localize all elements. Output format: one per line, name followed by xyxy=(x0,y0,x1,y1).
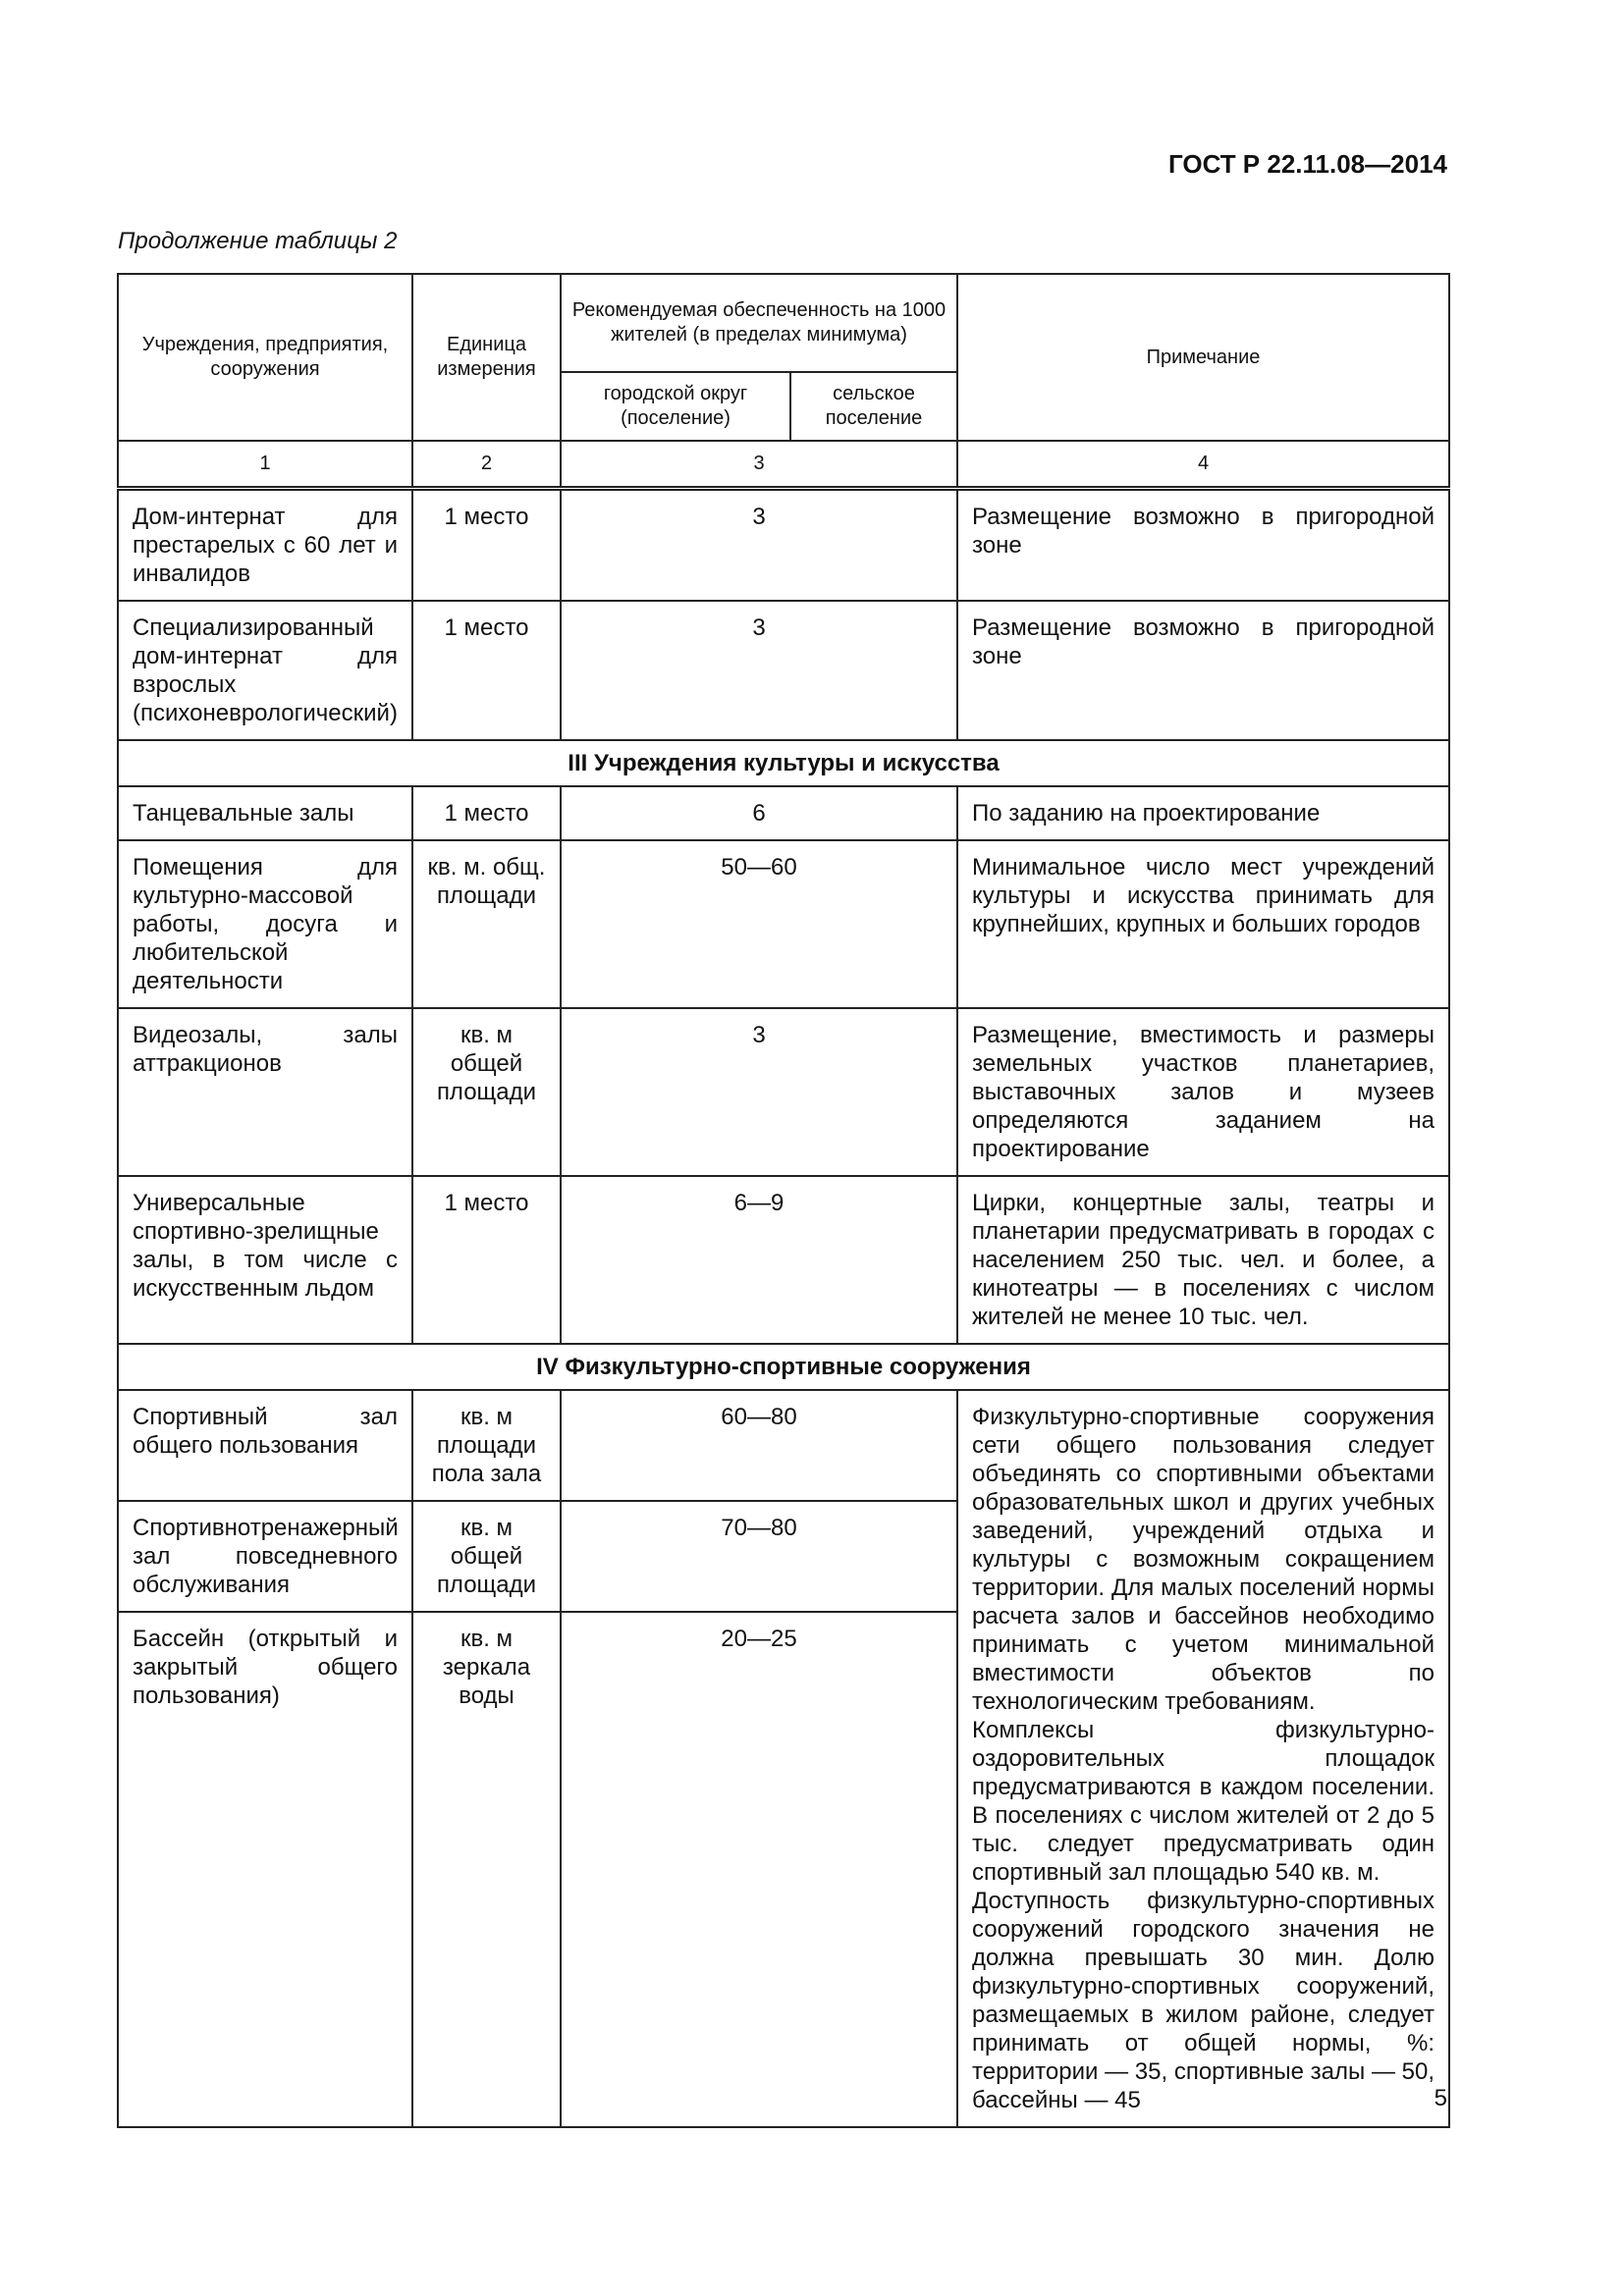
institution-name: Бассейн (открытый и закрытый общего пользования) xyxy=(118,1612,412,2127)
note-cell: Минимальное число мест учреждений культуры и искусства принимать для крупнейших, крупных и больших городов xyxy=(957,840,1449,1008)
table-continuation-caption: Продолжение таблицы 2 xyxy=(118,228,398,254)
header-institutions: Учреждения, предприятия, сооружения xyxy=(118,274,412,441)
unit-cell: 1 место xyxy=(412,786,561,840)
column-number: 4 xyxy=(957,441,1449,489)
unit-cell: кв. м площади пола зала xyxy=(412,1390,561,1501)
note-paragraph: Доступность физкультурно-спортивных сооружений городского значения не должна превышать 30 мин. Долю физкультурно-спортивных сооружений, размещаемых в жилом районе, следует принимать от общей нормы, %: территории — 35, спортивные залы — 50, бассейны — 45 xyxy=(972,1888,1435,2113)
table-row xyxy=(118,1390,1449,1501)
header-unit: Единица измерения xyxy=(412,274,561,441)
standards-table xyxy=(117,273,1450,2128)
note-cell: Размещение, вместимость и размеры земельных участков планетариев, выставочных залов и музеев определяются заданием на проектирование xyxy=(957,1008,1449,1176)
value-cell: 6 xyxy=(561,786,957,840)
document-code: ГОСТ Р 22.11.08—2014 xyxy=(1167,149,1447,179)
note-cell: Размещение возможно в пригородной зоне xyxy=(957,601,1449,740)
value-cell: 60—80 xyxy=(561,1390,957,1501)
column-number: 2 xyxy=(412,441,561,489)
value-cell: 50—60 xyxy=(561,840,957,1008)
institution-name: Специализированный дом-интернат для взрослых (психоневрологический) xyxy=(118,601,412,740)
value-cell: 3 xyxy=(561,489,957,602)
section-heading-row xyxy=(118,740,1449,786)
unit-cell: кв. м общей площади xyxy=(412,1008,561,1176)
institution-name: Спортивный зал общего пользования xyxy=(118,1390,412,1501)
column-numbers-row xyxy=(118,441,1449,489)
section-title: III Учреждения культуры и искусства xyxy=(118,740,1449,786)
value-cell: 20—25 xyxy=(561,1612,957,2127)
note-cell-sports xyxy=(957,1390,1449,2127)
note-paragraph: Физкультурно-спортивные сооружения сети общего пользования следует объединять со спортивными объектами образовательных школ и других учебных заведений, учреждений отдыха и культуры с возможным сокращением территории. Для малых поселений нормы расчета залов и бассейнов необходимо принимать с учетом минимальной вместимости объектов по технологическим требованиям. xyxy=(972,1404,1435,1715)
unit-cell: кв. м общей площади xyxy=(412,1501,561,1612)
unit-cell: 1 место xyxy=(412,601,561,740)
unit-cell: кв. м. общ. площади xyxy=(412,840,561,1008)
institution-name: Дом-интернат для престарелых с 60 лет и инвалидов xyxy=(118,489,412,602)
note-cell: По заданию на проектирование xyxy=(957,786,1449,840)
institution-name: Помещения для культурно-массовой работы, досуга и любительской деятельности xyxy=(118,840,412,1008)
page-number: 5 xyxy=(1434,2085,1447,2111)
table-row xyxy=(118,786,1449,840)
table-row xyxy=(118,1176,1449,1344)
note-paragraph: Комплексы физкультурно-оздоровительных площадок предусматриваются в каждом поселении. В поселениях с числом жителей от 2 до 5 тыс. следует предусматривать один спортивный зал площадью 540 кв. м. xyxy=(972,1717,1435,1886)
value-cell: 3 xyxy=(561,1008,957,1176)
section-heading-row xyxy=(118,1344,1449,1390)
table-row xyxy=(118,840,1449,1008)
unit-cell: кв. м зеркала воды xyxy=(412,1612,561,2127)
note-cell: Цирки, концертные залы, театры и планетарии предусматривать в городах с населением 250 тыс. чел. и более, а кинотеатры — в поселениях с числом жителей не менее 10 тыс. чел. xyxy=(957,1176,1449,1344)
note-cell: Размещение возможно в пригородной зоне xyxy=(957,489,1449,602)
value-cell: 6—9 xyxy=(561,1176,957,1344)
column-number: 3 xyxy=(561,441,957,489)
header-recommended: Рекомендуемая обеспеченность на 1000 жителей (в пределах минимума) xyxy=(561,274,957,372)
column-number: 1 xyxy=(118,441,412,489)
section-title: IV Физкультурно-спортивные сооружения xyxy=(118,1344,1449,1390)
table-row xyxy=(118,601,1449,740)
table-row xyxy=(118,489,1449,602)
header-urban: городской округ (поселение) xyxy=(561,372,790,441)
unit-cell: 1 место xyxy=(412,489,561,602)
institution-name: Спортивнотренажерный зал повседневного обслуживания xyxy=(118,1501,412,1612)
header-note: Примечание xyxy=(957,274,1449,441)
institution-name: Танцевальные залы xyxy=(118,786,412,840)
value-cell: 70—80 xyxy=(561,1501,957,1612)
unit-cell: 1 место xyxy=(412,1176,561,1344)
institution-name: Универсальные спортивно-зрелищные залы, в том числе с искусственным льдом xyxy=(118,1176,412,1344)
table-row xyxy=(118,1008,1449,1176)
institution-name: Видеозалы, залы аттракционов xyxy=(118,1008,412,1176)
value-cell: 3 xyxy=(561,601,957,740)
header-rural: сельское поселение xyxy=(790,372,957,441)
